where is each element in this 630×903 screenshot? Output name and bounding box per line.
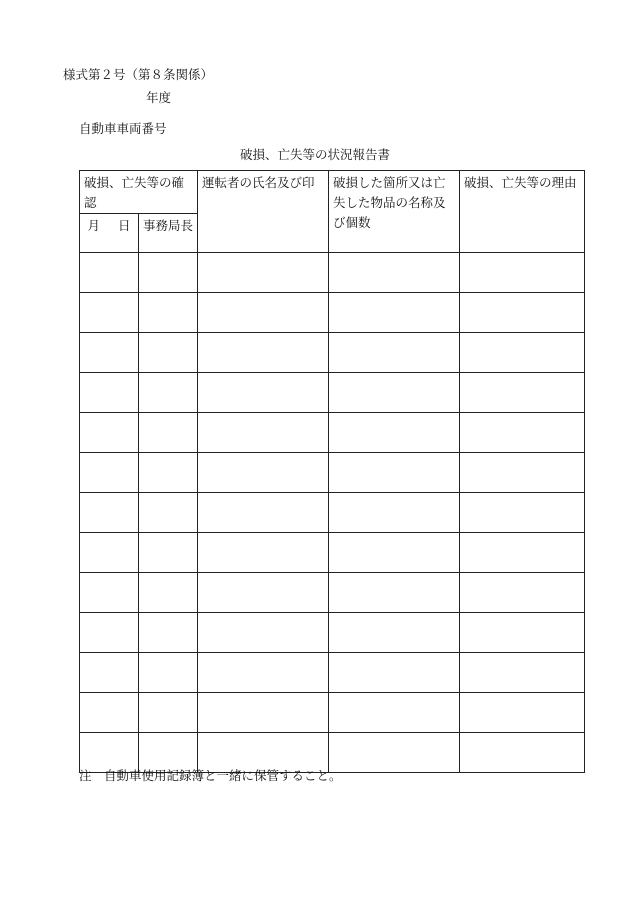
reason-header: 破損、亡失等の理由 [460, 171, 585, 253]
driver-cell[interactable] [198, 533, 329, 573]
document-title: 破損、亡失等の状況報告書 [239, 147, 390, 162]
table-row [80, 373, 585, 413]
driver-cell[interactable] [198, 253, 329, 293]
director-cell[interactable] [139, 573, 198, 613]
form-number-label: 様式第２号（第８条関係） [63, 67, 214, 82]
driver-cell[interactable] [198, 573, 329, 613]
confirmation-header: 破損、亡失等の確認 [80, 171, 198, 214]
damaged-item-header-line2: 失した物品の名称及 [333, 195, 446, 210]
driver-cell[interactable] [198, 293, 329, 333]
reason-cell[interactable] [460, 333, 585, 373]
driver-cell[interactable] [198, 413, 329, 453]
director-cell[interactable] [139, 253, 198, 293]
table-row [80, 653, 585, 693]
director-cell[interactable] [139, 293, 198, 333]
item-cell[interactable] [329, 293, 460, 333]
day-label: 日 [118, 218, 131, 233]
table-row [80, 453, 585, 493]
driver-name-header: 運転者の氏名及び印 [198, 171, 329, 253]
director-label: 事務局長 [143, 218, 194, 233]
date-cell[interactable] [80, 533, 139, 573]
table-row [80, 333, 585, 373]
item-cell[interactable] [329, 653, 460, 693]
reason-cell[interactable] [460, 533, 585, 573]
damaged-item-header-line1: 破損した箇所又は亡 [333, 175, 446, 190]
fiscal-year-label: 年度 [146, 90, 172, 105]
driver-cell[interactable] [198, 373, 329, 413]
month-label: 月 [87, 218, 100, 233]
vehicle-number-label: 自動車車両番号 [79, 121, 167, 136]
damaged-item-header-line3: び個数 [333, 215, 371, 230]
item-cell[interactable] [329, 333, 460, 373]
item-cell[interactable] [329, 573, 460, 613]
date-cell[interactable] [80, 493, 139, 533]
driver-cell[interactable] [198, 693, 329, 733]
item-cell[interactable] [329, 453, 460, 493]
driver-cell[interactable] [198, 613, 329, 653]
report-table [79, 170, 585, 773]
director-cell[interactable] [139, 373, 198, 413]
table-row [80, 493, 585, 533]
director-cell[interactable] [139, 413, 198, 453]
item-cell[interactable] [329, 693, 460, 733]
item-cell[interactable] [329, 373, 460, 413]
date-cell[interactable] [80, 653, 139, 693]
director-cell[interactable] [139, 653, 198, 693]
reason-cell[interactable] [460, 413, 585, 453]
footnote: 注 自動車使用記録簿と一緒に保管すること。 [79, 768, 342, 783]
reason-cell[interactable] [460, 453, 585, 493]
director-cell[interactable] [139, 493, 198, 533]
director-cell[interactable] [139, 453, 198, 493]
item-cell[interactable] [329, 493, 460, 533]
driver-cell[interactable] [198, 653, 329, 693]
director-cell[interactable] [139, 533, 198, 573]
table-row [80, 293, 585, 333]
reason-cell[interactable] [460, 613, 585, 653]
item-cell[interactable] [329, 533, 460, 573]
date-cell[interactable] [80, 453, 139, 493]
reason-cell[interactable] [460, 293, 585, 333]
reason-cell[interactable] [460, 653, 585, 693]
reason-cell[interactable] [460, 573, 585, 613]
date-cell[interactable] [80, 413, 139, 453]
item-cell[interactable] [329, 253, 460, 293]
reason-cell[interactable] [460, 733, 585, 773]
director-cell[interactable] [139, 613, 198, 653]
date-cell[interactable] [80, 573, 139, 613]
date-cell[interactable] [80, 613, 139, 653]
reason-cell[interactable] [460, 253, 585, 293]
driver-cell[interactable] [198, 333, 329, 373]
director-cell[interactable] [139, 333, 198, 373]
table-row [80, 693, 585, 733]
item-cell[interactable] [329, 613, 460, 653]
driver-cell[interactable] [198, 493, 329, 533]
table-row [80, 533, 585, 573]
table-row [80, 413, 585, 453]
table-row [80, 573, 585, 613]
date-cell[interactable] [80, 373, 139, 413]
reason-cell[interactable] [460, 373, 585, 413]
director-header [139, 214, 198, 253]
table-row [80, 253, 585, 293]
driver-cell[interactable] [198, 453, 329, 493]
item-cell[interactable] [329, 733, 460, 773]
item-cell[interactable] [329, 413, 460, 453]
date-cell[interactable] [80, 333, 139, 373]
reason-cell[interactable] [460, 493, 585, 533]
table-row [80, 613, 585, 653]
date-cell[interactable] [80, 253, 139, 293]
director-cell[interactable] [139, 693, 198, 733]
reason-cell[interactable] [460, 693, 585, 733]
date-cell[interactable] [80, 293, 139, 333]
damaged-item-header [329, 171, 460, 253]
date-cell[interactable] [80, 693, 139, 733]
date-header [80, 214, 139, 253]
